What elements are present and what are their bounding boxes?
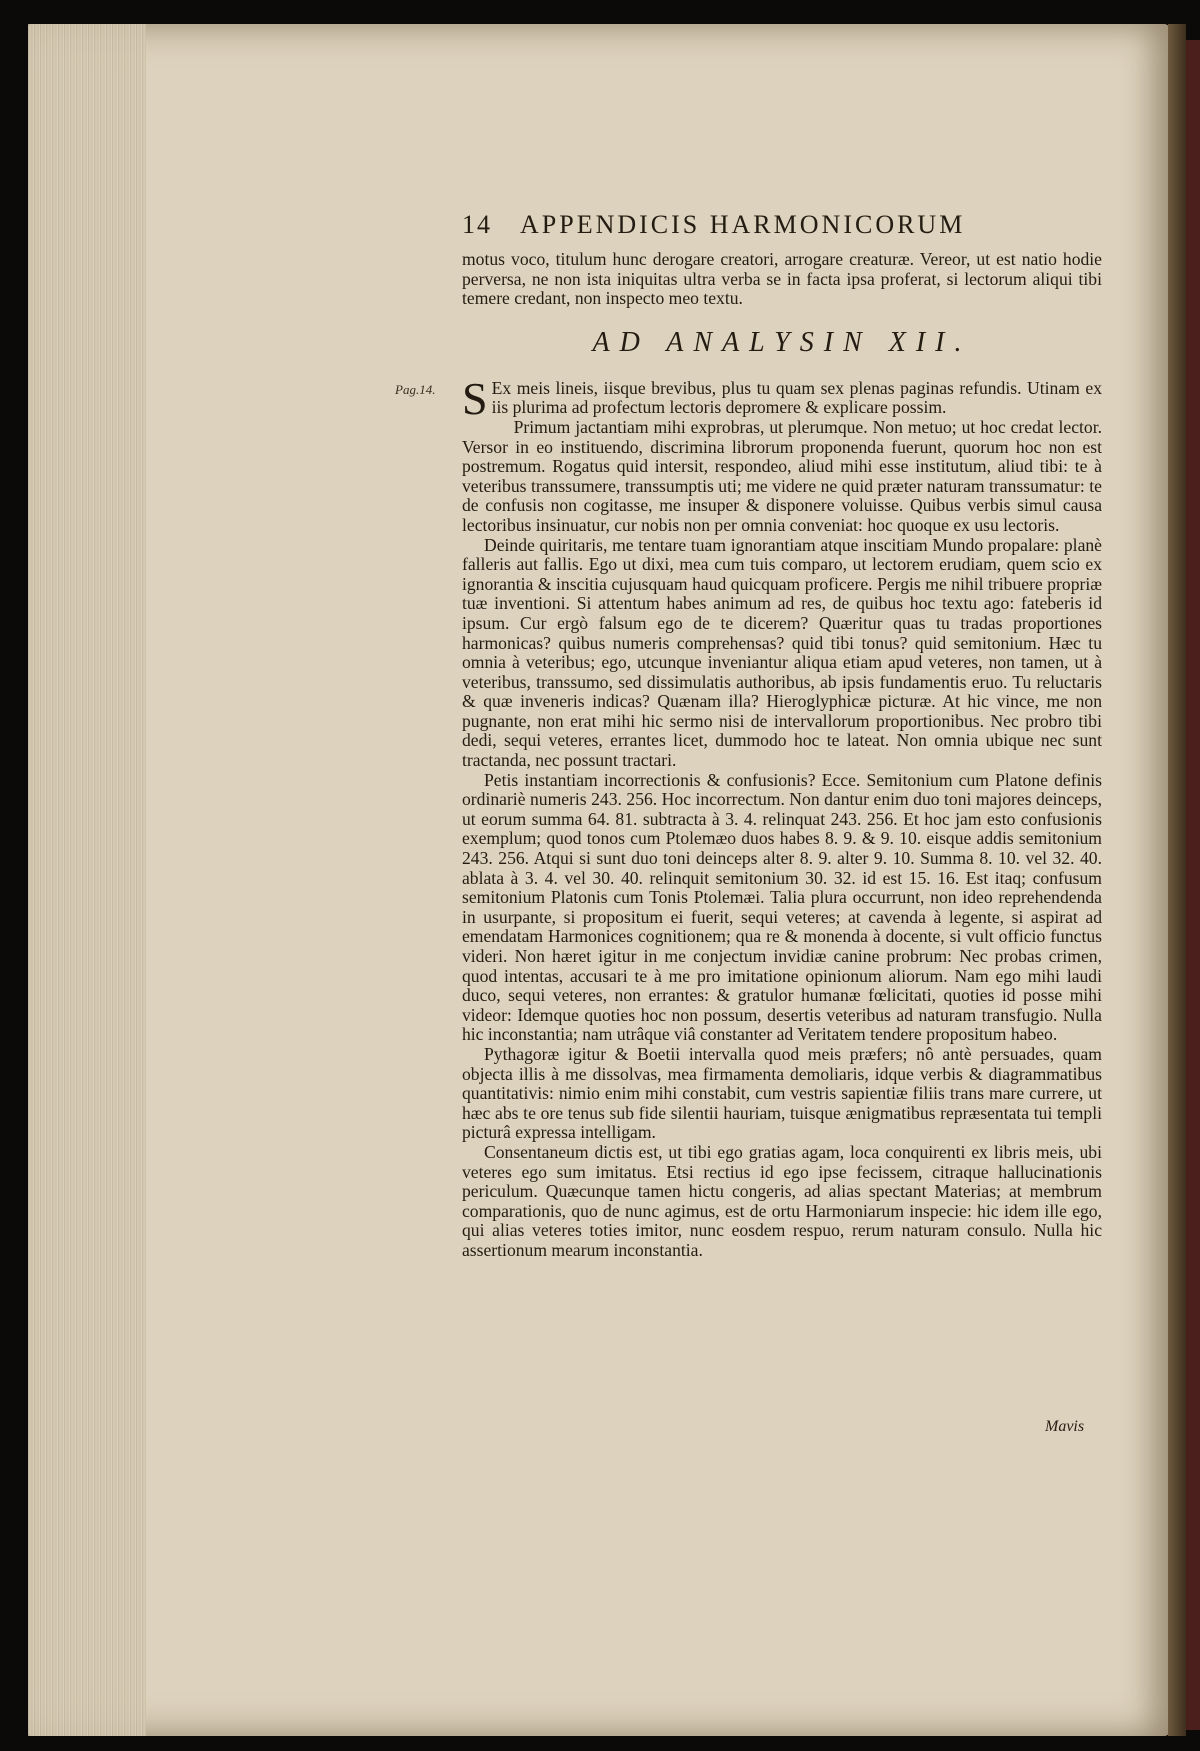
page-number: 14 — [462, 210, 492, 239]
paragraph-6: Consentaneum dictis est, ut tibi ego gratias agam, loca conquirenti ex libris meis, ubi veteres ego sum imitatus. Etsi rectius id ego ipse fecissem, citraque hallucinationis periculum. Quæcunque tamen hictu congeris, ad alias spectant Materias; at membrum comparationis, quo de nunc agimus, est de ortu Harmoniarum inspecie: hic idem ille ego, qui alias veteres toties imitor, nunc eosdem respuo, rerum naturam consulo. Nulla hic assertionum mearum inconstantia. — [462, 1141, 1102, 1260]
paragraph-2: Primum jactantiam mihi exprobras, ut plerumque. Non metuo; ut hoc credat lector. Versor in eo instituendo, discrimina librorum proponenda fuerunt, quorum hoc non est postremum. Rogatus quid intersit, respondeo, aliud mihi esse institutum, aliud tibi: te à veteribus transsumere, transsumptis uti; me videre ne quid præter naturam transsumatur: te de confusis non cogitasse, me insuper & disponere voluisse. Quibus verbis simul causa lectoribus insinuatur, cur nobis non per omnia conveniat: hoc quoque ex usu lectoris. — [462, 416, 1102, 535]
paragraph-1 — [462, 372, 1102, 424]
stacked-page-edges — [28, 24, 146, 1736]
page-gutter-shadow — [1168, 24, 1186, 1736]
paragraph-1-text: Ex meis lineis, iisque brevibus, plus tu quam sex plenas paginas refundis. Utinam ex iis plurima ad profectum lectoris depromere & explicare possim. — [491, 377, 1102, 418]
margin-note: Pag.14. — [395, 382, 436, 397]
paragraph-5: Pythagoræ igitur & Boetii intervalla quod meis præfers; nô antè persuades, quam objecta illis à me dissolvas, mea firmamenta demoliaris, idque verbis & diagrammatibus quantitativis: nimio enim mihi constabit, cum vestris sapientiæ filiis trans mare currere, ut hæc abs te ore tenus sub fide silentii hauriam, tuisque ænigmatibus repræsentata tui templi picturâ expressa intelligam. — [462, 1043, 1102, 1143]
catchword: Mavis — [1045, 1418, 1085, 1435]
binding-edge — [1186, 40, 1200, 1730]
drop-cap: S — [462, 372, 488, 424]
paragraph-4: Petis instantiam incorrectionis & confusionis? Ecce. Semitonium cum Platone definis ordinariè numeris 243. 256. Hoc incorrectum. Non dantur enim duo toni majores deinceps, ut eorum summa 64. 81. subtracta à 3. 4. relinquat 243. 256. Et hoc jam esto confusionis exemplum; quod tonos cum Ptolemæo duos habes 8. 9. & 9. 10. eisque addis semitonium 243. 256. Atqui si sunt duo toni deinceps alter 8. 9. alter 9. 10. Summa 8. 10. vel 32. 40. ablata à 3. 4. vel 30. 40. relinquit semitonium 30. 32. id est 15. 16. Est itaq; confusum semitonium Platonis cum Tonis Ptolemæi. Talia plura occurrunt, non ideo reprehendenda in usurpante, si propositum ei fuerit, sequi veteres; at cavenda à legente, si aspirat ad emendatam Harmonices cognitionem; qua re & monenda à docente, si vult officio functus videri. Non hæret igitur in me conjectum invidiæ canine probrum: Nec probas crimen, quod intentas, accusari te à me pro imitatione opinionum aliorum. Nam ego mihi laudi duco, sequi veteres, non errantes: & gratulor humanæ fœlicitati, quoties id posse mihi videor: Idemque quoties hoc non possum, desertis veteribus ad naturam transfugio. Nulla hic inconstantia; nam utrâque viâ constanter ad Veritatem tendere propositum habeo. — [462, 769, 1102, 1045]
running-head: APPENDICIS HARMONICORUM — [520, 210, 966, 239]
paragraph-3: Deinde quiritaris, me tentare tuam ignorantiam atque inscitiam Mundo propalare: planè falleris aut fallis. Ego ut dixi, mea cum tuis comparo, ut lectorem erudiam, quem scio ex ignorantia & inscitia cujusquam haud quicquam proficere. Pergis me nihil tribuere propriæ tuæ inventioni. Si attentum habes animum ad res, de quibus hoc textu ago: fateberis id ipsum. Cur ergò falsum ego de te dicerem? Quæritur quas tu tradas proportiones harmonicas? quibus numeris comprehensas? quid tibi tonus? quid semitonium. Hæc tu omnia à veteribus; ego, utcunque inveniantur aliqua etiam apud veteres, non tamen, ut à veteribus, transsumo, sed dissimulatis authoribus, ab ipsis fundamentis eruo. Tu reluctaris & quæ inveneris indicas? Quænam illa? Hieroglyphicæ picturæ. At hic vince, me non pugnante, non erat mihi hic sermo nisi de intervallorum proportionibus. Nec probro tibi dedi, sequi veteres, errantes licet, dummodo hoc te lateat. Non omnia ubique nec sunt tractanda, nec possunt tractari. — [462, 534, 1102, 771]
page-header — [462, 210, 1102, 250]
opening-paragraph: motus voco, titulum hunc derogare creatori, arrogare creaturæ. Vereor, ut est natio hodie perversa, ne non ista iniquitas ultra verba se in facta ipsa proferat, si lectorum aliqui tibi temere credant, non inspecto meo textu. — [462, 249, 1102, 309]
text-block — [462, 210, 1102, 1261]
section-title: AD ANALYSIN XII. — [592, 326, 972, 358]
